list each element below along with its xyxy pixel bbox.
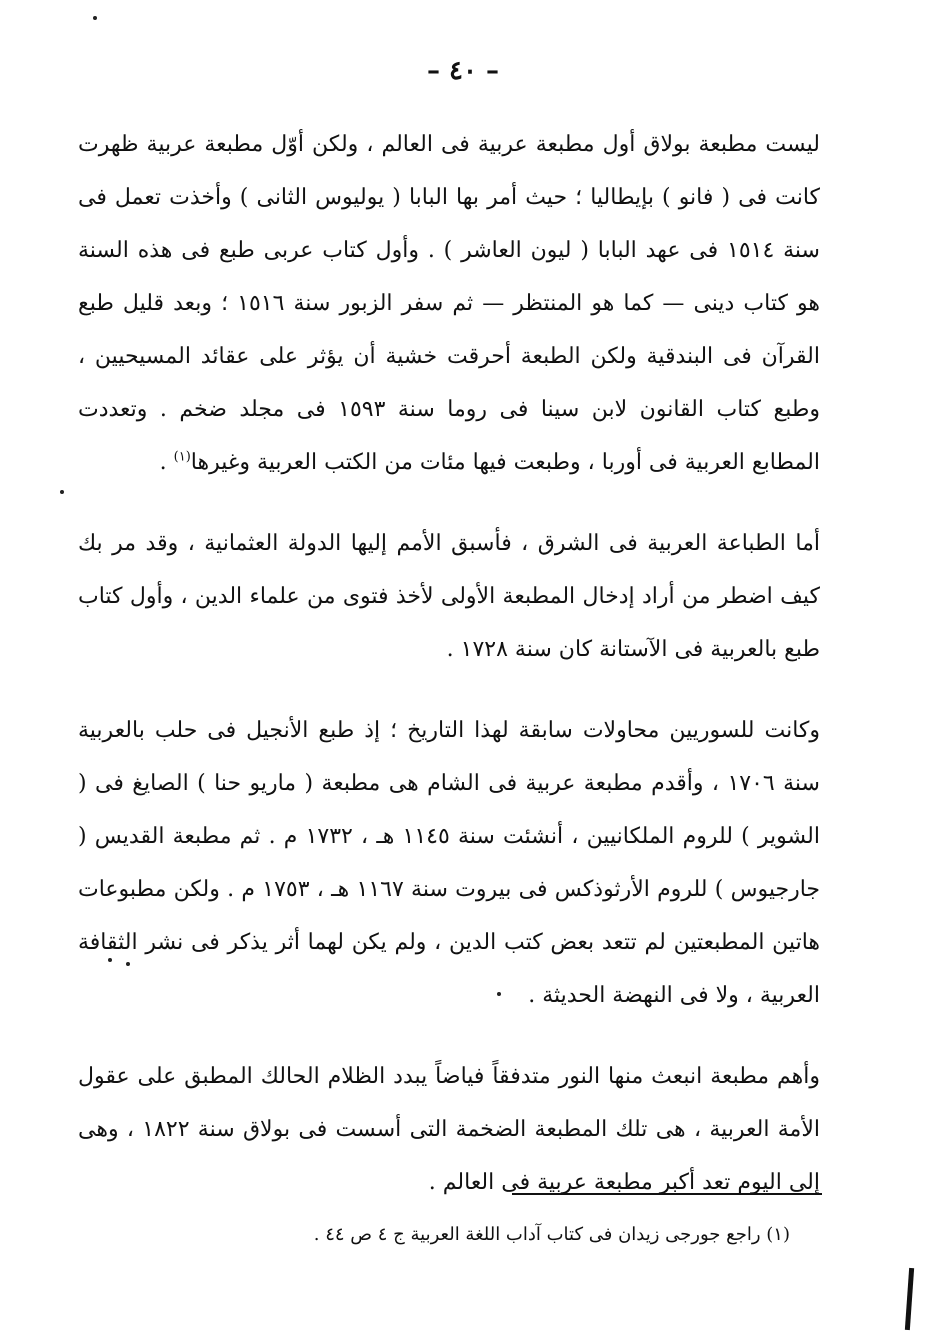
footnote-reference: (١) [173, 449, 191, 465]
scan-speck [93, 16, 97, 20]
paragraph-4: وأهم مطبعة انبعث منها النور متدفقاً فياضاً يبدد الظلام الحالك المطبق على عقول الأمة العربية ، هى تلك المطبعة الضخمة التى أسست فى بولاق سنة ١٨٢٢ ، وهى إلى اليوم تعد أكبر مطبعة عربية فى العالم . [78, 1064, 820, 1195]
paragraph-1-text: ليست مطبعة بولاق أول مطبعة عربية فى العالم ، ولكن أوّل مطبعة عربية ظهرت كانت فى ( فانو ) بإيطاليا ؛ حيث أمر بها البابا ( يوليوس الثانى ) وأخذت تعمل فى سنة ١٥١٤ فى عهد البابا ( ليون العاشر ) . وأول كتاب عربى طبع فى هذه السنة هو كتاب دينى — كما هو المنتظر — ثم سفر الزبور سنة ١٥١٦ ؛ وبعد قليل طبع القرآن فى البندقية ولكن الطبعة أحرقت خشية أن يؤثر على عقائد المسيحيين ، وطبع كتاب القانون لابن سينا فى روما سنة ١٥٩٣ فى مجلد ضخم . وتعددت المطابع العربية فى أوربا ، وطبعت فيها مئات من الكتب العربية وغيرها [78, 132, 820, 475]
body-text [78, 118, 820, 1209]
footnote-separator [512, 1193, 822, 1195]
scan-speck [497, 992, 501, 996]
scan-margin-mark [905, 1268, 914, 1330]
paragraph-1-tail: . [159, 450, 174, 475]
scan-speck [126, 962, 130, 966]
paragraph-1 [78, 118, 820, 489]
scan-speck [60, 490, 64, 494]
scan-speck [108, 958, 112, 962]
page-number: – ٤٠ – [426, 56, 500, 86]
footnote: (١) راجع جورجى زيدان فى كتاب آداب اللغة العربية ج ٤ ص ٤٤ . [313, 1224, 790, 1245]
paragraph-2: أما الطباعة العربية فى الشرق ، فأسبق الأمم إليها الدولة العثمانية ، وقد مر بك كيف اضطر من أراد إدخال المطبعة الأولى لأخذ فتوى من علماء الدين ، وأول كتاب طبع بالعربية فى الآستانة كان سنة ١٧٢٨ . [78, 531, 820, 662]
paragraph-3: وكانت للسوريين محاولات سابقة لهذا التاريخ ؛ إذ طبع الأنجيل فى حلب بالعربية سنة ١٧٠٦ ، وأقدم مطبعة عربية فى الشام هى مطبعة ( ماريو حنا ) الصايغ فى ( الشوير ) للروم الملكانيين ، أنشئت سنة ١١٤٥ هـ ، ١٧٣٢ م . ثم مطبعة القديس ( جارجيوس ) للروم الأرثوذكس فى بيروت سنة ١١٦٧ هـ ، ١٧٥٣ م . ولكن مطبوعات هاتين المطبعتين لم تتعد بعض كتب الدين ، ولم يكن لهما أثر يذكر فى نشر الثقافة العربية ، ولا فى النهضة الحديثة . [78, 718, 821, 1008]
